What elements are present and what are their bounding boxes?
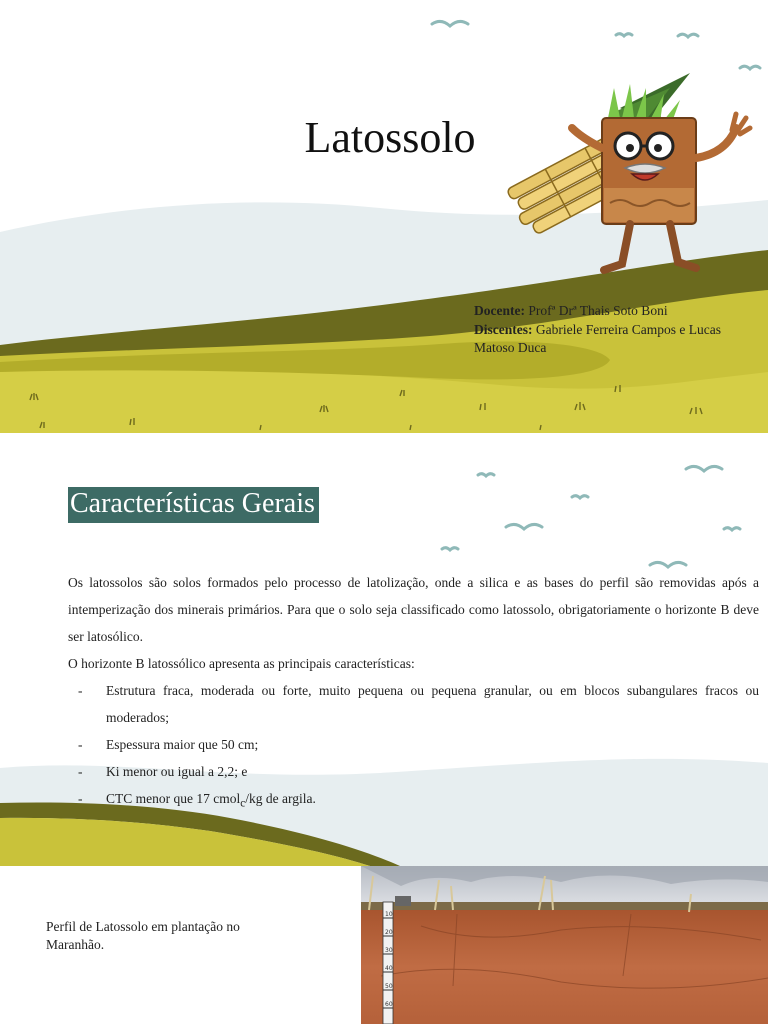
list-item xyxy=(68,785,759,818)
bullet-marker: - xyxy=(78,683,83,698)
docente-label: Docente: xyxy=(474,303,525,318)
characteristics-slide xyxy=(0,433,768,866)
ruler-mark: 20 xyxy=(385,929,393,936)
section-heading: Características Gerais xyxy=(68,487,319,523)
discentes-line xyxy=(474,321,754,358)
intro-paragraph: Os latossolos são solos formados pelo processo de latolização, onde a silica e as bases do perfil são removidas após a intemperização dos minerais primários. Para que o solo seja classificado como latossolo, obrigatoriamente o horizonte B deve ser latosólico. xyxy=(68,575,759,644)
bullet-text xyxy=(106,785,759,818)
docente-name: Profª Drª Thais Soto Boni xyxy=(524,303,668,318)
horizon-paragraph: O horizonte B latossólico apresenta as principais características: xyxy=(68,656,415,671)
credits-block xyxy=(474,302,754,358)
ruler-mark: 40 xyxy=(385,965,393,972)
soil-profile-slide xyxy=(0,866,768,1024)
soil-mascot-illustration xyxy=(500,68,760,278)
bullet-text: Ki menor ou igual a 2,2; e xyxy=(106,764,248,779)
presentation-title: Latossolo xyxy=(304,113,476,162)
discentes-names: Gabriele Ferreira Campos e Lucas Matoso Duca xyxy=(474,321,722,355)
list-item xyxy=(68,758,759,785)
bullet-text: Espessura maior que 50 cm; xyxy=(106,737,259,752)
ruler-mark: 50 xyxy=(385,983,393,990)
soil-profile-photo xyxy=(361,866,768,1024)
ruler-mark: 10 xyxy=(385,911,393,918)
ruler-mark: 60 xyxy=(385,1001,393,1008)
ctc-subscript: c xyxy=(240,797,246,810)
bullet-text: Estrutura fraca, moderada ou forte, muito pequena ou pequena granular, ou em blocos subangulares fracos ou moderados; xyxy=(106,683,759,725)
ctc-text: CTC menor que 17 cmol xyxy=(106,791,241,806)
list-item xyxy=(68,731,759,758)
bullet-marker: - xyxy=(78,791,83,806)
bullet-marker: - xyxy=(78,737,83,752)
docente-line xyxy=(474,302,754,321)
list-item xyxy=(68,677,759,731)
photo-caption: Perfil de Latossolo em plantação no Maranhão. xyxy=(46,919,240,952)
bullet-marker: - xyxy=(78,764,83,779)
discentes-label: Discentes: xyxy=(474,321,533,337)
title-slide xyxy=(0,0,768,433)
ruler-mark: 30 xyxy=(385,947,393,954)
ctc-unit: /kg de argila. xyxy=(245,791,316,806)
characteristics-text xyxy=(68,569,759,818)
